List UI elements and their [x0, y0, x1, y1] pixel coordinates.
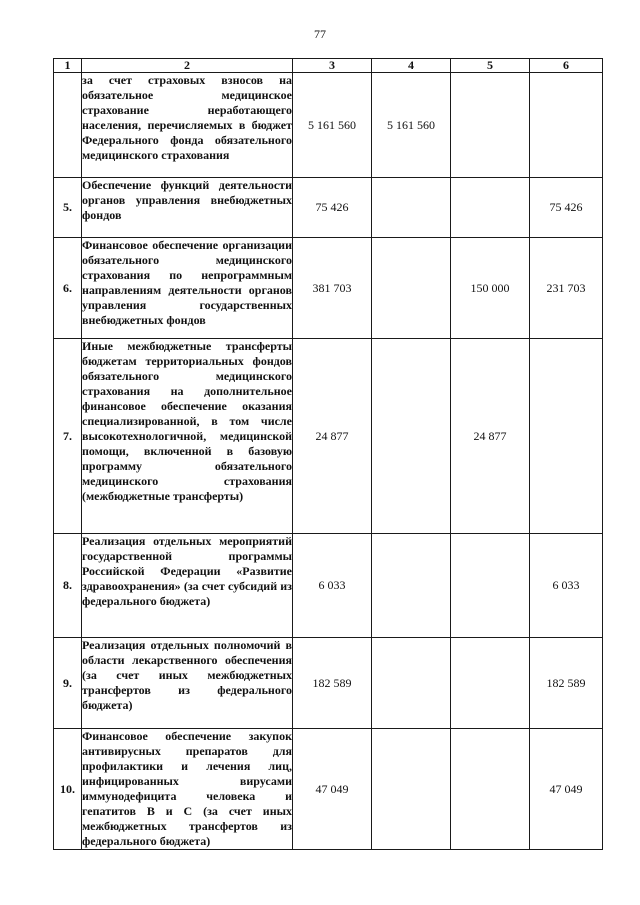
cell-col-6: 182 589: [530, 638, 603, 729]
page-number: 77: [314, 27, 326, 41]
cell-col-4: [372, 534, 451, 638]
row-description: Иные межбюджетные трансферты бюджетам территориальных фондов обязательного медицинского страхования на дополнительное финансовое обеспечение оказания специализированной, в том числе высокотехнологичной, медицинской помощи, включенной в базовую программу обязательного медицинского страхования (межбюджетные трансферты): [82, 339, 293, 534]
cell-col-3: 47 049: [293, 729, 372, 850]
row-description: Обеспечение функций деятельности органов управления внебюджетных фондов: [82, 178, 293, 238]
cell-col-3: 75 426: [293, 178, 372, 238]
cell-col-6: 47 049: [530, 729, 603, 850]
cell-col-6: [530, 339, 603, 534]
row-number: 6.: [54, 238, 82, 339]
cell-col-3: 182 589: [293, 638, 372, 729]
cell-col-5: [451, 534, 530, 638]
header-col-4: 4: [372, 59, 451, 73]
cell-col-6: 75 426: [530, 178, 603, 238]
cell-col-3: 381 703: [293, 238, 372, 339]
row-description: Финансовое обеспечение организации обязательного медицинского страхования по непрограммным направлениям деятельности органов управления государственных внебюджетных фондов: [82, 238, 293, 339]
header-col-1: 1: [54, 59, 82, 73]
row-number: [54, 73, 82, 178]
row-description: Реализация отдельных полномочий в области лекарственного обеспечения (за счет иных межбюджетных трансфертов из федерального бюджета): [82, 638, 293, 729]
cell-col-5: [451, 178, 530, 238]
cell-col-4: [372, 729, 451, 850]
row-number: 5.: [54, 178, 82, 238]
table-row: [54, 73, 603, 178]
header-col-6: 6: [530, 59, 603, 73]
header-col-2: 2: [82, 59, 293, 73]
cell-col-4: [372, 178, 451, 238]
row-description: за счет страховых взносов на обязательное медицинское страхование неработающего населения, перечисляемых в бюджет Федерального фонда обязательного медицинского страхования: [82, 73, 293, 178]
cell-col-4: [372, 238, 451, 339]
cell-col-6: 231 703: [530, 238, 603, 339]
cell-col-6: [530, 73, 603, 178]
table-row: [54, 339, 603, 534]
cell-col-4: [372, 339, 451, 534]
row-number: 7.: [54, 339, 82, 534]
cell-col-6: 6 033: [530, 534, 603, 638]
cell-col-5: [451, 729, 530, 850]
cell-col-3: 24 877: [293, 339, 372, 534]
table-row: [54, 729, 603, 850]
table-row: [54, 534, 603, 638]
cell-col-3: 5 161 560: [293, 73, 372, 178]
table-row: [54, 638, 603, 729]
header-col-3: 3: [293, 59, 372, 73]
cell-col-3: 6 033: [293, 534, 372, 638]
cell-col-5: [451, 73, 530, 178]
header-col-5: 5: [451, 59, 530, 73]
cell-col-4: 5 161 560: [372, 73, 451, 178]
cell-col-4: [372, 638, 451, 729]
row-number: 8.: [54, 534, 82, 638]
row-description: Финансовое обеспечение закупок антивирусных препаратов для профилактики и лечения лиц, инфицированных вирусами иммунодефицита человека и гепатитов В и С (за счет иных межбюджетных трансфертов из федерального бюджета): [82, 729, 292, 848]
row-number: 9.: [54, 638, 82, 729]
table-row: [54, 238, 603, 339]
table-header: [54, 59, 603, 73]
cell-col-5: 24 877: [451, 339, 530, 534]
cell-col-5: 150 000: [451, 238, 530, 339]
row-number: 10.: [54, 729, 82, 850]
cell-col-5: [451, 638, 530, 729]
budget-table: [53, 58, 603, 850]
row-description: Реализация отдельных мероприятий государственной программы Российской Федерации «Развитие здравоохранения» (за счет субсидий из федерального бюджета): [82, 534, 293, 638]
table-row: [54, 178, 603, 238]
